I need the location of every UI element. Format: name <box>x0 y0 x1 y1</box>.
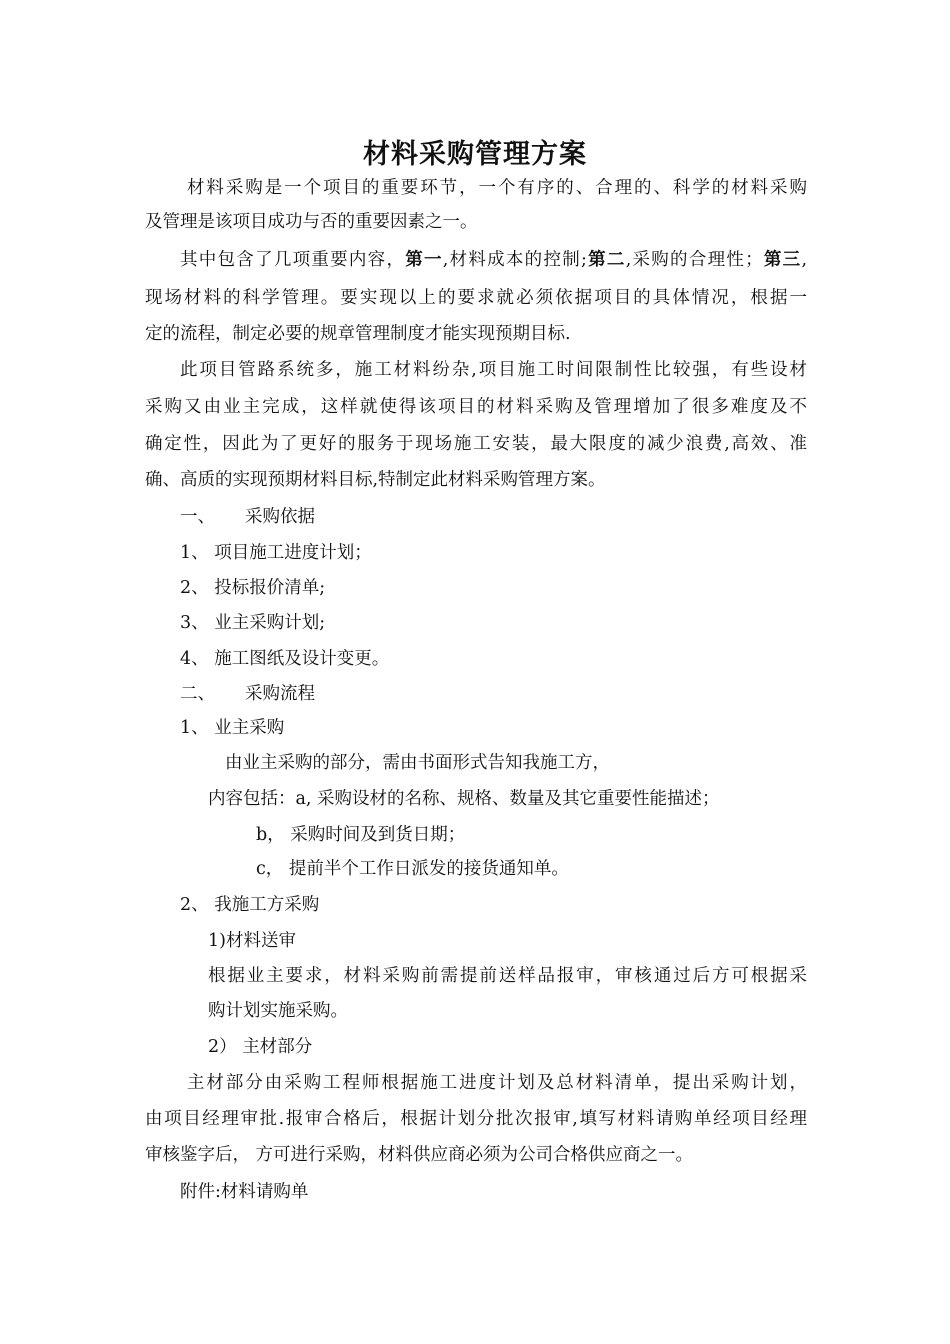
paragraph-line: 此项目管路系统多，施工材料纷杂,项目施工时间限制性比较强，有些设材 <box>180 360 807 380</box>
text-segment: 其中包含了几项重要内容， <box>180 250 406 270</box>
paragraph-line: 材料采购是一个项目的重要环节，一个有序的、合理的、科学的材料采购 <box>187 178 807 198</box>
section-number: 一、 <box>180 507 215 527</box>
paragraph-line: 购计划实施采购。 <box>208 1001 348 1021</box>
paragraph-line: 确、高质的实现预期材料目标,特制定此材料采购管理方案。 <box>145 470 606 490</box>
text-segment: , <box>801 250 808 270</box>
keyword-second: 第二 <box>586 250 626 270</box>
keyword-first: 第一 <box>405 250 443 270</box>
paragraph-line: c， 提前半个工作日派发的接货通知单。 <box>256 859 569 879</box>
list-item: 3、 业主采购计划; <box>180 613 326 633</box>
paragraph-line: 确定性，因此为了更好的服务于现场施工安装，最大限度的减少浪费,高效、准 <box>145 434 807 454</box>
paragraph-line: 内容包括：a, 采购设材的名称、规格、数量及其它重要性能描述； <box>208 789 720 809</box>
paragraph-line-keywords <box>180 250 807 270</box>
paragraph-line: 由项目经理审批.报审合格后，根据计划分批次报审,填写材料请购单经项目经理 <box>145 1109 807 1129</box>
item-heading: 2） 主材部分 <box>208 1037 313 1057</box>
section-number: 二、 <box>180 684 215 704</box>
paragraph-line: 定的流程，制定必要的规章管理制度才能实现预期目标. <box>145 324 571 344</box>
paragraph-line: 采购又由业主完成，这样就使得该项目的材料采购及管理增加了很多难度及不 <box>145 397 807 417</box>
paragraph-line: b， 采购时间及到货日期； <box>256 825 466 845</box>
list-item: 2、 投标报价清单; <box>180 578 326 598</box>
subsection-heading: 1、 业主采购 <box>180 718 285 738</box>
section-heading: 采购流程 <box>245 684 315 704</box>
item-heading: 1)材料送审 <box>208 931 296 951</box>
document-title: 材料采购管理方案 <box>363 139 587 170</box>
paragraph-line: 根据业主要求，材料采购前需提前送样品报审，审核通过后方可根据采 <box>208 966 807 986</box>
text-segment: ,材料成本的控制; <box>442 250 587 270</box>
paragraph-line: 审核鉴字后， 方可进行采购，材料供应商必须为公司合格供应商之一。 <box>145 1145 694 1165</box>
paragraph-line: 由业主采购的部分，需由书面形式告知我施工方， <box>225 753 610 773</box>
paragraph-line: 现场材料的科学管理。要实现以上的要求就必须依据项目的具体情况，根据一 <box>145 288 807 308</box>
attachment-note: 附件:材料请购单 <box>180 1182 309 1202</box>
keyword-third: 第三 <box>762 250 802 270</box>
subsection-heading: 2、 我施工方采购 <box>180 895 320 915</box>
list-item: 4、 施工图纸及设计变更。 <box>180 649 390 669</box>
list-item: 1、 项目施工进度计划； <box>180 543 372 563</box>
paragraph-line: 主材部分由采购工程师根据施工进度计划及总材料清单，提出采购计划， <box>187 1073 807 1093</box>
section-heading: 采购依据 <box>245 507 315 527</box>
text-segment: ,采购的合理性； <box>625 250 763 270</box>
paragraph-line: 及管理是该项目成功与否的重要因素之一。 <box>145 212 478 232</box>
